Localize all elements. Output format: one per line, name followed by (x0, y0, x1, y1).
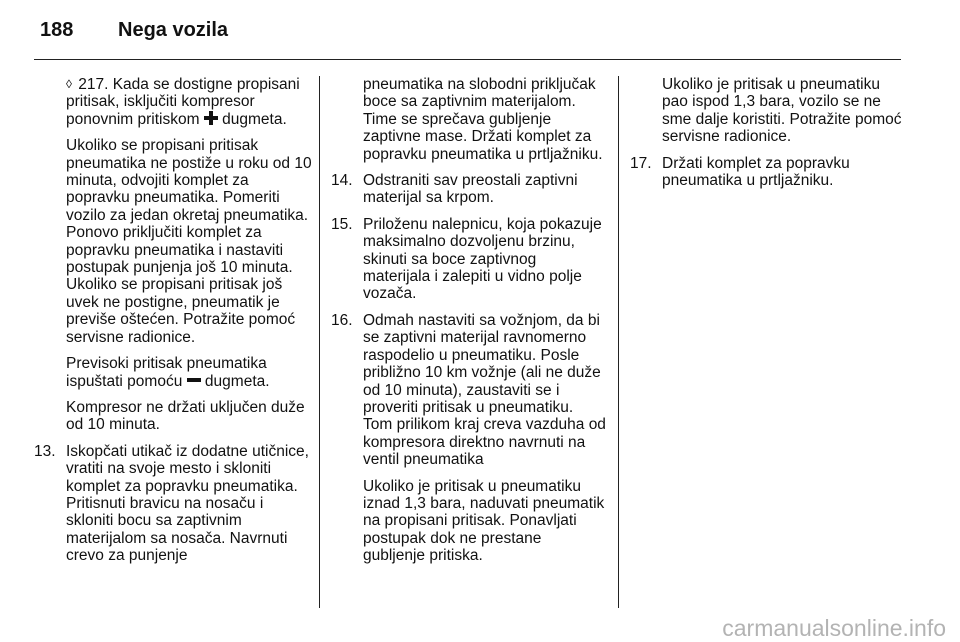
step-text: Priloženu nalepnicu, koja pokazuje maksimalno dozvoljenu brzinu, skinuti sa boce zaptivnog materijala i zalepiti u vidno polje vozača. (363, 215, 602, 303)
col1-paragraph-2: Ukoliko se propisani pritisak pneumatika ne postiže u roku od 10 minuta, odvojiti komplet za popravku pneumatika. Pomeriti vozilo za jedan okretaj pneumatika. Ponovo priključiti komplet za popravku pneumatika i nastaviti postupak punjenja još 10 minuta. Ukoliko se propisani pritisak još uvek ne postigne, pneumatik je previše oštećen. Potražite pomoć servisne radionice. (66, 137, 312, 346)
step-text: Držati komplet za popravku pneumatika u prtljažniku. (662, 154, 850, 190)
step-text-2: Ukoliko je pritisak u pneumatiku iznad 1,3 bara, naduvati pneumatik na propisani pritisak. Ponavljati postupak dok ne prestane gubljenje pritiska. (363, 477, 605, 565)
col1-paragraph-4: Kompresor ne držati uključen duže od 10 minuta. (66, 398, 305, 434)
column-divider-1 (319, 76, 320, 608)
header-rule (34, 59, 901, 60)
col3-continuation: Ukoliko je pritisak u pneumatiku pao ispod 1,3 bara, vozilo se ne sme dalje koristiti. Potražite pomoć servisne radionice. (662, 76, 902, 146)
column-divider-2 (618, 76, 619, 608)
step-15 (331, 216, 606, 303)
step-13 (34, 443, 314, 565)
step-number: 14. (331, 172, 353, 190)
step-text: Odmah nastaviti sa vožnjom, da bi se zaptivni materijal ravnomerno raspodelio u pneumatiku. Posle približno 10 km vožnje (ali ne duže od 10 minuta), zaustaviti se i proveriti pritisak u pneumatiku. Tom prilikom kraj creva vazduha od kompresora direktno navrnuti na ventil pneumatika (363, 311, 606, 469)
step-16 (331, 312, 606, 565)
plus-button-icon (204, 111, 218, 125)
watermark: carmanualsonline.info (722, 615, 946, 641)
col1-continuation: ◊ 217. Kada se dostigne propisani pritisak, isključiti kompresor ponovnim pritiskom dugmeta. (66, 76, 300, 128)
step-17 (630, 155, 902, 190)
step-14 (331, 172, 606, 207)
column-3 (630, 76, 902, 198)
column-2 (331, 76, 606, 574)
step-text: Iskopčati utikač iz dodatne utičnice, vratiti na svoje mesto i skloniti komplet za popravku pneumatika. Pritisnuti bravicu na nosaču i skloniti bocu sa zaptivnim materijalom sa nosača. Navrnuti crevo za punjenje (66, 442, 309, 565)
page-number: 188 (40, 19, 74, 41)
page-title: Nega vozila (118, 19, 229, 41)
step-text: Odstraniti sav preostali zaptivni materijal sa krpom. (363, 172, 578, 207)
step-number: 17. (630, 154, 652, 172)
reference-arrow-icon: ◊ (66, 77, 72, 91)
step-number: 16. (331, 311, 353, 329)
col1-paragraph-3: Previsoki pritisak pneumatika ispuštati pomoću dugmeta. (66, 355, 270, 390)
column-1 (34, 76, 314, 574)
step-number: 13. (34, 442, 56, 460)
step-number: 15. (331, 215, 353, 233)
col2-continuation: pneumatika na slobodni priključak boce sa zaptivnim materijalom. Time se sprečava gubljenje zaptivne mase. Držati komplet za popravku pneumatika u prtljažniku. (363, 76, 603, 163)
minus-button-icon (187, 373, 201, 387)
